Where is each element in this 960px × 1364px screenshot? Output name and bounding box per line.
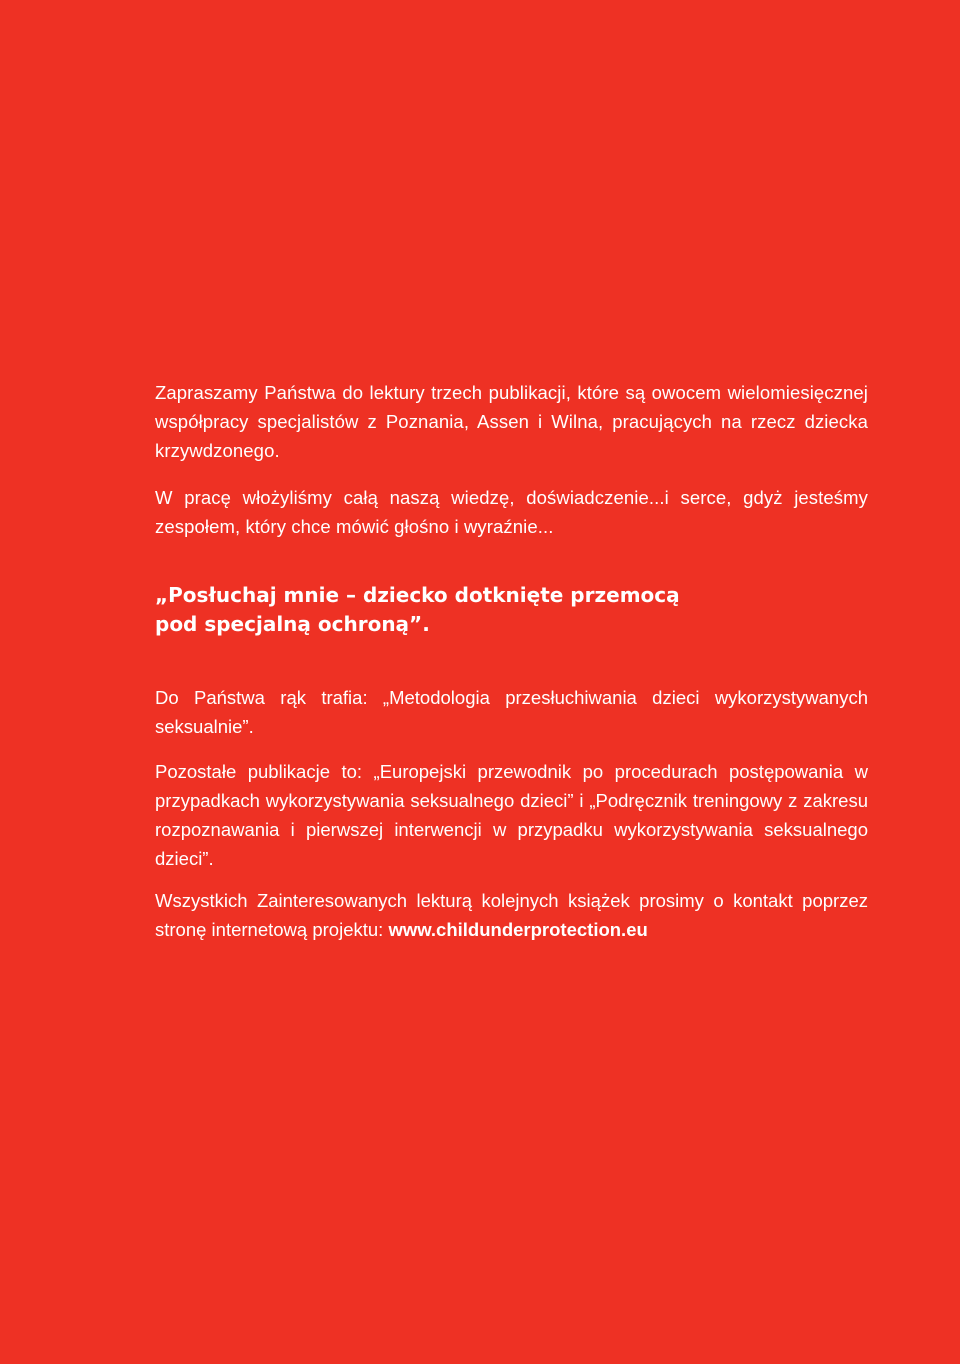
contact-text: Wszystkich Zainteresowanych lekturą kolejnych książek prosimy o kontakt poprzez stronę internetową projektu: — [155, 890, 868, 940]
other-publications-paragraph: Pozostałe publikacje to: „Europejski przewodnik po procedurach postępowania w przypadkach wykorzystywania seksualnego dzieci” i „Podręcznik treningowy z zakresu rozpoznawania i pierwszej interwencji w przypadku wykorzystywania seksualnego dzieci”. — [155, 761, 868, 869]
publication-title-line-1: „Posłuchaj mnie – dziecko dotknięte przemocą — [155, 583, 680, 607]
hands-paragraph: Do Państwa rąk trafia: „Metodologia przesłuchiwania dzieci wykorzystywanych seksualnie”. — [155, 687, 868, 737]
document-body — [155, 378, 868, 944]
work-paragraph: W pracę włożyliśmy całą naszą wiedzę, doświadczenie...i serce, gdyż jesteśmy zespołem, który chce mówić głośno i wyraźnie... — [155, 487, 868, 537]
intro-paragraph: Zapraszamy Państwa do lektury trzech publikacji, które są owocem wielomiesięcznej współpracy specjalistów z Poznania, Assen i Wilna, pracujących na rzecz dziecka krzywdzonego. — [155, 382, 868, 461]
contact-paragraph — [155, 886, 868, 944]
publication-title-line-2: pod specjalną ochroną”. — [155, 612, 430, 636]
publication-title — [155, 581, 868, 639]
project-website-link[interactable]: www.childunderprotection.eu — [388, 919, 648, 940]
